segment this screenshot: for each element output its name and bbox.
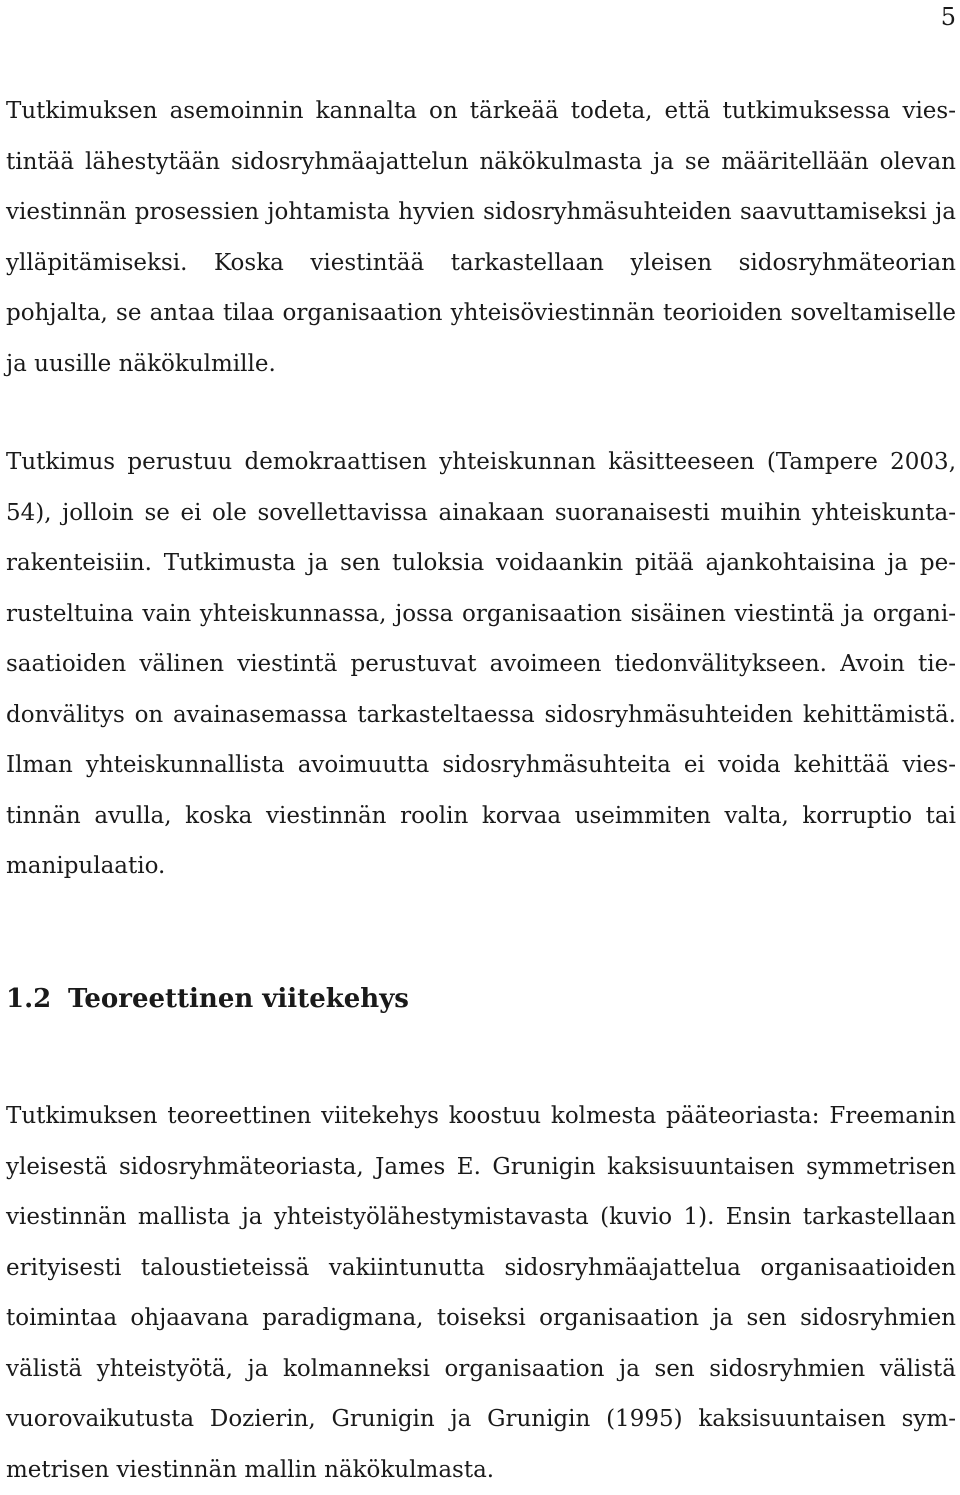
paragraph-theoretical-framework: Tutkimuksen teoreettinen viitekehys koostuu kolmesta pääteoriasta: Freemanin yleisestä sidosryhmäteoriasta, James E. Grunigin kaksisuuntaisen symmetrisen viestinnän mallista ja yhteistyölähestymistavasta (kuvio 1). Ensin tarkastellaan erityisesti taloustieteissä vakiintunutta sidosryhmäajattelua organisaatioiden toimintaa ohjaavana paradigmana, toiseksi organisaation ja sen sidosryhmien välistä yhteistyötä, ja kolmanneksi organisaation ja sen sidosryhmien välistä vuorovaikutusta Dozierin, Grunigin ja Grunigin (1995) kaksisuuntaisen symmetrisen viestinnän mallin näkökulmasta. [6, 1103, 956, 1483]
section-heading [6, 974, 409, 1024]
page-number: 5 [940, 3, 956, 31]
paragraph-positioning: Tutkimuksen asemoinnin kannalta on tärkeää todeta, että tutkimuksessa viestintää lähestytään sidosryhmäajattelun näkökulmasta ja se määritellään olevan viestinnän prosessien johtamista hyvien sidosryhmäsuhteiden saavuttamiseksi ja ylläpitämiseksi. Koska viestintää tarkastellaan yleisen sidosryhmäteorian pohjalta, se antaa tilaa organisaation yhteisöviestinnän teorioiden soveltamiselle ja uusille näkökulmille. [6, 98, 956, 377]
paragraph-democratic-society: Tutkimus perustuu demokraattisen yhteiskunnan käsitteeseen (Tampere 2003, 54), jolloin se ei ole sovellettavissa ainakaan suoranaisesti muihin yhteiskuntarakenteisiin. Tutkimusta ja sen tuloksia voidaankin pitää ajankohtaisina ja perusteltuina vain yhteiskunnassa, jossa organisaation sisäinen viestintä ja organisaatioiden välinen viestintä perustuvat avoimeen tiedonvälitykseen. Avoin tiedonvälitys on avainasemassa tarkasteltaessa sidosryhmäsuhteiden kehittämistä. Ilman yhteiskunnallista avoimuutta sidosryhmäsuhteita ei voida kehittää viestinnän avulla, koska viestinnän roolin korvaa useimmiten valta, korruptio tai manipulaatio. [6, 449, 956, 879]
section-title: Teoreettinen viitekehys [68, 984, 409, 1014]
section-number: 1.2 [6, 984, 52, 1014]
